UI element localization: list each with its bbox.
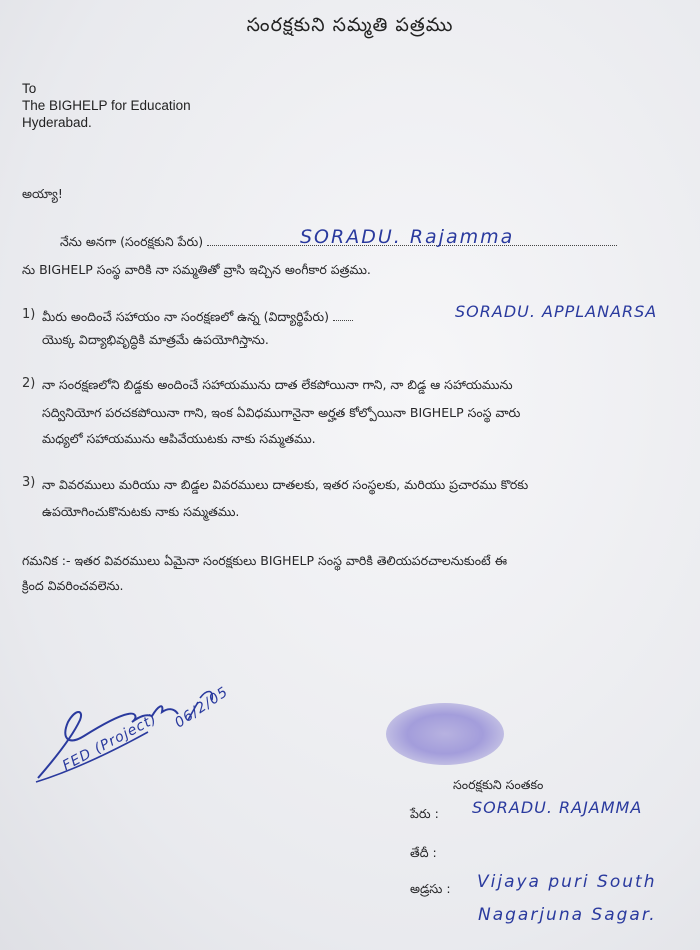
guardian-name-handwritten: SORADU. Rajamma: [300, 226, 515, 248]
page-title: సంరక్షకుని సమ్మతి పత్రము: [246, 14, 454, 36]
clause-3-line-2: ఉపయోగించుకొనుటకు నాకు సమ్మతము.: [42, 504, 240, 519]
address-line-to: To: [22, 81, 37, 96]
clause-3-number: 3): [22, 475, 36, 490]
clause-2-line-2: సద్వినియోగ పరచకపోయినా గాని, ఇంక ఏవిధముగానైనా అర్హత కోల్పోయినా BIGHELP సంస్థ వారు: [42, 405, 521, 420]
official-role-annotation: FED (Project): [60, 710, 160, 775]
thumbprint-stamp: [386, 703, 504, 765]
name-value-handwritten: SORADU. RAJAMMA: [472, 798, 643, 817]
clause-3-line-1: నా వివరములు మరియు నా బిడ్డల వివరములు దాతలకు, ఇతర సంస్థలకు, మరియు ప్రచారము కొరకు: [42, 477, 529, 492]
note-line-2: క్రింద వివరించవలెను.: [22, 578, 124, 593]
clause-1-number: 1): [22, 307, 36, 322]
clause-2-line-3: మధ్యలో సహాయమును ఆపివేయుటకు నాకు సమ్మతము.: [42, 431, 316, 446]
address-value-line-2: Nagarjuna Sagar.: [478, 905, 657, 925]
official-date-annotation: 06/2/05: [172, 683, 232, 732]
address-label: అడ్రసు :: [410, 881, 451, 896]
note-line-1: గమనిక :- ఇతర వివరములు ఏమైనా సంరక్షకులు BIGHELP సంస్థ వారికి తెలియపరచాలనుకుంటే ఈ: [22, 553, 508, 568]
clause-1-text: మీరు అందించే సహాయం నా సంరక్షణలో ఉన్న (విద్యార్థిపేరు): [42, 309, 333, 324]
address-line-org: The BIGHELP for Education: [22, 98, 191, 113]
clause-2-number: 2): [22, 376, 36, 391]
address-line-city: Hyderabad.: [22, 115, 92, 130]
date-label: తేదీ :: [410, 845, 437, 860]
student-name-handwritten: SORADU. APPLANARSA: [455, 302, 658, 321]
clause-1-line-2: యొక్క విద్యాభివృద్ధికి మాత్రమే ఉపయోగిస్తాను.: [42, 332, 269, 347]
clause-1-line-1: [42, 308, 353, 328]
student-name-dotted-line: [333, 308, 353, 321]
clause-2-line-1: నా సంరక్షణలోని బిడ్డకు అందించే సహాయమును దాత లేకపోయినా గాని, నా బిడ్డ ఆ సహాయమును: [42, 377, 513, 392]
address-value-line-1: Vijaya puri South: [477, 872, 657, 892]
guardian-signature-label: సంరక్షకుని సంతకం: [453, 777, 544, 792]
salutation: అయ్యా!: [22, 186, 63, 201]
intro-prefix: నేను అనగా (సంరక్షకుని పేరు): [60, 234, 208, 249]
name-label: పేరు :: [410, 806, 439, 821]
intro-line-2: ను BIGHELP సంస్థ వారికి నా సమ్మతితో వ్రాసి ఇచ్చిన అంగీకార పత్రము.: [22, 262, 371, 277]
recipient-address: [22, 80, 191, 131]
